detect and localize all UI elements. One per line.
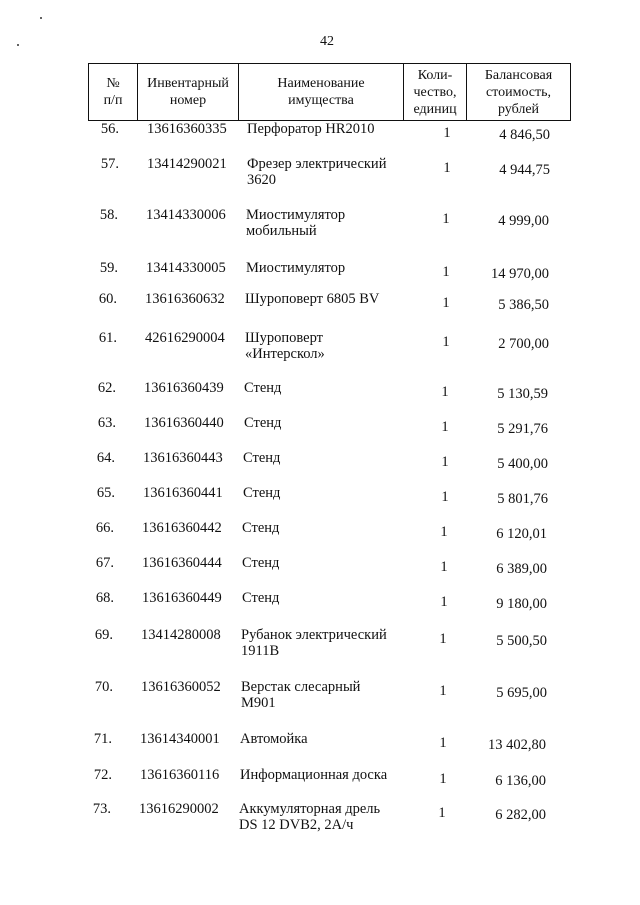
item-cost: 5 130,59 bbox=[497, 386, 548, 402]
row-number: 64. bbox=[96, 450, 115, 466]
row-number: 58. bbox=[99, 207, 118, 223]
item-name: Стенд bbox=[244, 415, 282, 431]
inventory-number: 13616290002 bbox=[139, 801, 219, 817]
item-name: Стенд bbox=[243, 485, 281, 501]
inventory-number: 13616360116 bbox=[140, 767, 220, 783]
item-quantity: 1 bbox=[442, 334, 450, 350]
item-quantity: 1 bbox=[440, 594, 448, 610]
item-quantity: 1 bbox=[443, 125, 451, 141]
row-number: 65. bbox=[96, 485, 115, 501]
item-quantity: 1 bbox=[439, 735, 447, 751]
header-num: № п/п bbox=[88, 63, 138, 121]
item-cost: 5 400,00 bbox=[497, 456, 548, 472]
row-number: 68. bbox=[95, 590, 114, 606]
row-number: 71. bbox=[93, 731, 112, 747]
item-quantity: 1 bbox=[439, 631, 447, 647]
header-quantity: Коли- чество, единиц bbox=[403, 63, 467, 121]
header-name: Наименование имущества bbox=[238, 63, 404, 121]
item-name: Стенд bbox=[244, 380, 282, 396]
inventory-number: 13616360443 bbox=[143, 450, 223, 466]
inventory-number: 13616360632 bbox=[145, 291, 225, 307]
item-quantity: 1 bbox=[440, 524, 448, 540]
item-quantity: 1 bbox=[441, 384, 449, 400]
item-quantity: 1 bbox=[442, 211, 450, 227]
item-name: Стенд bbox=[242, 590, 280, 606]
item-cost: 4 846,50 bbox=[499, 127, 550, 143]
inventory-number: 13616360441 bbox=[143, 485, 223, 501]
row-number: 70. bbox=[94, 679, 113, 695]
inventory-number: 13614340001 bbox=[140, 731, 220, 747]
scan-speck bbox=[40, 17, 42, 19]
item-quantity: 1 bbox=[442, 264, 450, 280]
row-number: 72. bbox=[93, 767, 112, 783]
inventory-number: 13616360439 bbox=[144, 380, 224, 396]
inventory-number: 13616360449 bbox=[142, 590, 222, 606]
inventory-number: 13616360440 bbox=[144, 415, 224, 431]
item-cost: 4 944,75 bbox=[499, 162, 550, 178]
table-header bbox=[88, 63, 571, 123]
inventory-number: 13414290021 bbox=[147, 156, 227, 172]
item-name: Стенд bbox=[243, 450, 281, 466]
inventory-number: 13616360444 bbox=[142, 555, 222, 571]
item-quantity: 1 bbox=[443, 160, 451, 176]
item-name: Шуроповерт 6805 BV bbox=[245, 291, 380, 307]
item-name: Перфоратор HR2010 bbox=[247, 121, 375, 137]
item-name: Автомойка bbox=[240, 731, 308, 747]
inventory-number: 13616360335 bbox=[147, 121, 227, 137]
item-cost: 5 291,76 bbox=[497, 421, 548, 437]
inventory-number: 13616360442 bbox=[142, 520, 222, 536]
item-quantity: 1 bbox=[440, 559, 448, 575]
item-name: Миостимулятор мобильный bbox=[246, 207, 346, 239]
row-number: 67. bbox=[95, 555, 114, 571]
item-name: Верстак слесарный M901 bbox=[241, 679, 361, 711]
page-number: 42 bbox=[320, 34, 334, 49]
item-quantity: 1 bbox=[441, 454, 449, 470]
item-cost: 5 695,00 bbox=[496, 685, 547, 701]
item-cost: 14 970,00 bbox=[491, 266, 549, 282]
item-cost: 6 120,01 bbox=[496, 526, 547, 542]
row-number: 60. bbox=[98, 291, 117, 307]
item-cost: 13 402,80 bbox=[488, 737, 546, 753]
item-name: Миостимулятор bbox=[246, 260, 346, 276]
inventory-number: 42616290004 bbox=[145, 330, 225, 346]
item-cost: 5 801,76 bbox=[497, 491, 548, 507]
item-cost: 4 999,00 bbox=[498, 213, 549, 229]
row-number: 73. bbox=[92, 801, 111, 817]
item-quantity: 1 bbox=[441, 489, 449, 505]
item-cost: 6 389,00 bbox=[496, 561, 547, 577]
scan-speck bbox=[17, 44, 19, 46]
item-quantity: 1 bbox=[442, 295, 450, 311]
item-cost: 6 282,00 bbox=[495, 807, 546, 823]
header-inventory: Инвентарный номер bbox=[137, 63, 239, 121]
item-cost: 9 180,00 bbox=[496, 596, 547, 612]
inventory-number: 13414280008 bbox=[141, 627, 221, 643]
item-quantity: 1 bbox=[439, 683, 447, 699]
header-cost: Балансовая стоимость, рублей bbox=[466, 63, 571, 121]
row-number: 66. bbox=[95, 520, 114, 536]
item-cost: 2 700,00 bbox=[498, 336, 549, 352]
row-number: 63. bbox=[97, 415, 116, 431]
row-number: 69. bbox=[94, 627, 113, 643]
item-cost: 5 500,50 bbox=[496, 633, 547, 649]
item-quantity: 1 bbox=[438, 805, 446, 821]
item-name: Стенд bbox=[242, 520, 280, 536]
row-number: 56. bbox=[100, 121, 119, 137]
item-quantity: 1 bbox=[439, 771, 447, 787]
item-cost: 6 136,00 bbox=[495, 773, 546, 789]
row-number: 59. bbox=[99, 260, 118, 276]
row-number: 57. bbox=[100, 156, 119, 172]
item-name: Стенд bbox=[242, 555, 280, 571]
inventory-number: 13414330006 bbox=[146, 207, 226, 223]
item-name: Фрезер электрический 3620 bbox=[247, 156, 387, 188]
row-number: 62. bbox=[97, 380, 116, 396]
item-name: Аккумуляторная дрель DS 12 DVB2, 2A/ч bbox=[239, 801, 381, 833]
item-name: Рубанок электрический 1911B bbox=[241, 627, 387, 659]
inventory-number: 13414330005 bbox=[146, 260, 226, 276]
inventory-number: 13616360052 bbox=[141, 679, 221, 695]
row-number: 61. bbox=[98, 330, 117, 346]
item-name: Информационная доска bbox=[240, 767, 388, 783]
item-name: Шуроповерт «Интерскол» bbox=[245, 330, 325, 362]
item-cost: 5 386,50 bbox=[498, 297, 549, 313]
item-quantity: 1 bbox=[441, 419, 449, 435]
